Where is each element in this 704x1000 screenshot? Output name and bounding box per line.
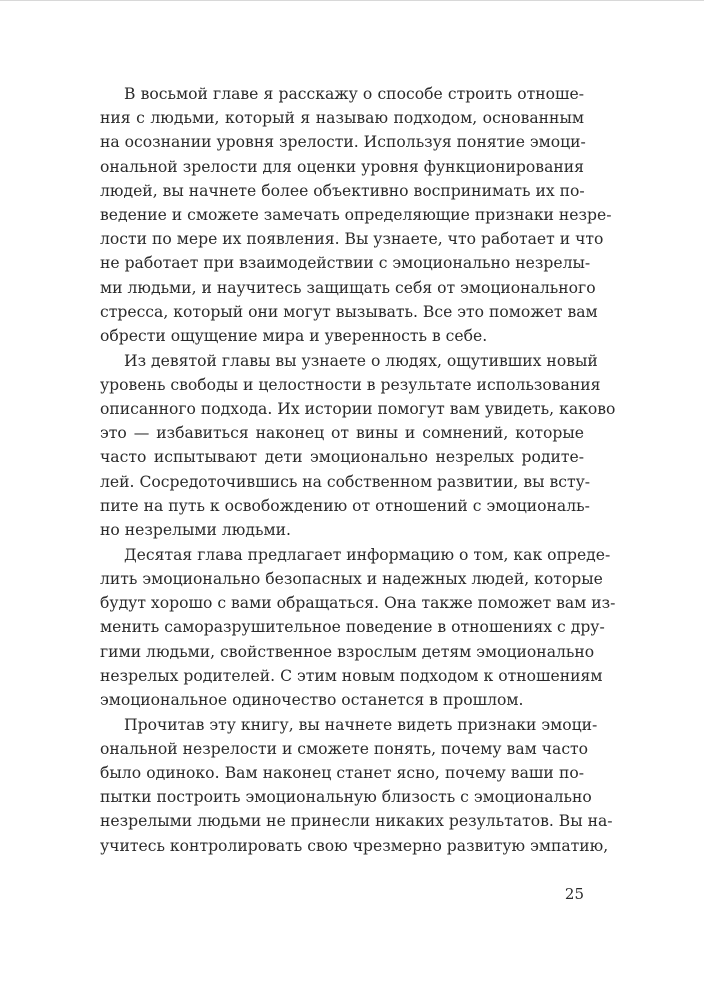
text-line: В восьмой главе я расскажу о способе строить отноше- — [124, 85, 584, 103]
paragraph — [100, 543, 616, 712]
text-line: ональной незрелости и сможете понять, почему вам часто — [100, 739, 589, 758]
text-line: незрелыми людьми не принесли никаких результатов. Вы на- — [100, 812, 613, 831]
page-body-text — [100, 82, 616, 858]
text-line: эмоциональное одиночество останется в прошлом. — [100, 690, 524, 709]
text-line: Десятая глава предлагает информацию о том, как опреде- — [124, 545, 611, 564]
text-line: Из девятой главы вы узнаете о людях, ощутивших новый — [124, 351, 598, 370]
text-line: часто испытывают дети эмоционально незрелых родите- — [100, 448, 584, 467]
text-line: ведение и сможете замечать определяющие признаки незре- — [100, 205, 612, 224]
text-line: лей. Сосредоточившись на собственном развитии, вы всту- — [100, 472, 591, 491]
text-line: стресса, который они могут вызывать. Все это поможет вам — [100, 302, 598, 321]
paragraph — [100, 713, 613, 858]
text-line: пите на путь к освобождению от отношений с эмоциональ- — [100, 496, 590, 515]
text-line: не работает при взаимодействии с эмоционально незрелы- — [100, 254, 591, 273]
text-line: ми людьми, и научитесь защищать себя от эмоционального — [100, 278, 596, 297]
text-line: незрелых родителей. С этим новым подходом к отношениям — [100, 666, 603, 685]
text-line: ния с людьми, который я называю подходом, основанным — [100, 109, 584, 128]
text-line: будут хорошо с вами обращаться. Она также поможет вам из- — [100, 594, 616, 613]
page-top-edge — [0, 0, 704, 1]
text-line: ональной зрелости для оценки уровня функционирования — [100, 157, 584, 176]
text-line: описанного подхода. Их истории помогут вам увидеть, каково — [100, 400, 616, 419]
text-line: людей, вы начнете более объективно воспринимать их по- — [100, 181, 585, 200]
text-line: уровень свободы и целостности в результате использования — [100, 375, 601, 394]
text-line: лить эмоционально безопасных и надежных людей, которые — [100, 569, 603, 588]
text-line: Прочитав эту книгу, вы начнете видеть признаки эмоци- — [124, 715, 598, 734]
text-line: было одиноко. Вам наконец станет ясно, почему ваши по- — [100, 764, 584, 783]
paragraph — [100, 349, 616, 543]
text-line: лости по мере их появления. Вы узнаете, что работает и что — [100, 230, 604, 249]
text-line: учитесь контролировать свою чрезмерно развитую эмпатию, — [100, 836, 609, 855]
page-number: 25 — [564, 885, 584, 903]
text-line: менить саморазрушительное поведение в отношениях с дру- — [100, 618, 605, 637]
text-line: но незрелыми людьми. — [100, 520, 291, 539]
text-line: гими людьми, свойственное взрослым детям эмоционально — [100, 642, 595, 661]
text-line: обрести ощущение мира и уверенность в себе. — [100, 326, 488, 345]
text-line: пытки построить эмоциональную близость с эмоционально — [100, 788, 592, 807]
text-line: на осознании уровня зрелости. Используя понятие эмоци- — [100, 133, 586, 152]
text-line: это — избавиться наконец от вины и сомнений, которые — [100, 424, 584, 443]
paragraph — [100, 82, 612, 348]
